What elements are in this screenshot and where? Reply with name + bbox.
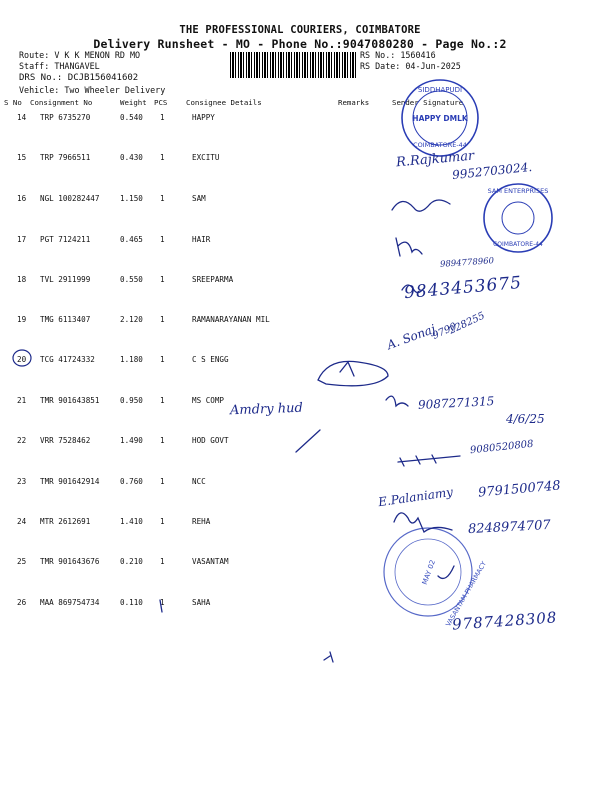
vasantam-stamp-mid: MAY 02 — [420, 558, 438, 586]
sam-stamp — [484, 184, 552, 252]
row-18-pcs: 1 — [160, 275, 165, 284]
hw-row23-name: E.Palaniamy — [377, 484, 454, 510]
hw-row19-name: A. Sonaj — [385, 321, 438, 353]
sig-row-20 — [318, 361, 388, 385]
row-26-consignment: MAA 869754734 — [40, 598, 100, 607]
strike-row-22 — [398, 455, 460, 466]
row-18-consignment: TVL 2911999 — [40, 275, 91, 284]
row-21-weight: 0.950 — [120, 396, 143, 405]
sig-row-21 — [386, 396, 408, 406]
hw-row21-date: 4/6/25 — [506, 412, 545, 426]
row-17-weight: 0.465 — [120, 235, 143, 244]
vasantam-stamp — [384, 528, 472, 616]
rs-date-line — [360, 61, 461, 71]
barcode — [230, 52, 356, 78]
row-20-weight: 1.180 — [120, 355, 143, 364]
runsheet-title: Delivery Runsheet - MO - Phone No.:9047080280 - Page No.:2 — [93, 37, 507, 51]
row-25-consignment: TMR 901643676 — [40, 557, 100, 566]
row-18-sno: 18 — [17, 275, 27, 284]
row-22-consignee: HOD GOVT — [192, 436, 229, 445]
row-19-consignee: RAMANARAYANAN MIL — [192, 315, 270, 324]
row-22-consignment: VRR 7528462 — [40, 436, 91, 445]
row-17-consignee: HAIR — [192, 235, 211, 244]
happy-stamp — [402, 80, 478, 156]
row-15-consignee: EXCITU — [192, 153, 220, 162]
row-17-consignment: PGT 7124211 — [40, 235, 91, 244]
row-19-consignment: TMG 6113407 — [40, 315, 91, 324]
row-19-sno: 19 — [17, 315, 27, 324]
row-16-consignee: SAM — [192, 194, 206, 203]
sig-row-25 — [438, 566, 454, 578]
row-20-consignment: TCG 41724332 — [40, 355, 95, 364]
row-26-pcs: 1 — [160, 598, 165, 607]
sam-stamp-top: SAM ENTERPRISES — [487, 187, 549, 195]
row-18-weight: 0.550 — [120, 275, 143, 284]
company-name: THE PROFESSIONAL COURIERS, COIMBATORE — [179, 24, 421, 36]
rs-date-value: 04-Jun-2025 — [405, 61, 461, 71]
row-24-sno: 24 — [17, 517, 27, 526]
row-14-pcs: 1 — [160, 113, 165, 122]
row-21-consignment: TMR 901643851 — [40, 396, 100, 405]
route-label: Route: — [19, 50, 50, 60]
staff-line — [19, 61, 100, 71]
happy-stamp-bottom: COIMBATORE-44 — [413, 141, 467, 149]
row-22-sno: 22 — [17, 436, 27, 445]
row-17-sno: 17 — [17, 235, 27, 244]
row-16-sno: 16 — [17, 194, 27, 203]
hw-row15-name: R.Rajkumar — [395, 148, 475, 171]
row-21-sno: 21 — [17, 396, 27, 405]
hw-row18-small: 9894778960 — [439, 256, 495, 270]
rs-date-label: RS Date: — [360, 61, 401, 71]
hw-row23-phone: 9791500748 — [477, 478, 562, 501]
row-19-pcs: 1 — [160, 315, 165, 324]
row-25-weight: 0.210 — [120, 557, 143, 566]
row-15-pcs: 1 — [160, 153, 165, 162]
col-weight: Weight — [120, 98, 147, 107]
row-23-consignee: NCC — [192, 477, 206, 486]
row-24-consignee: REHA — [192, 517, 211, 526]
hw-row22-phone: 9080520808 — [469, 438, 535, 457]
sig-row-17 — [396, 238, 422, 256]
col-consignment: Consignment No — [30, 98, 93, 107]
hw-row24-phone: 8248974707 — [467, 517, 552, 538]
happy-stamp-mid: HAPPY DMLK — [412, 114, 468, 123]
hw-row26-phone: 9787428308 — [451, 608, 558, 634]
row-25-sno: 25 — [17, 557, 27, 566]
drs-line — [19, 73, 138, 83]
hw-row21-text: Amdry hud — [229, 400, 304, 419]
happy-stamp-top: SIDDHAPUDI — [417, 86, 463, 94]
row-14-consignment: TRP 6735270 — [40, 113, 91, 122]
row-20-pcs: 1 — [160, 355, 165, 364]
hw-row19-num1: 9790 — [430, 321, 459, 342]
staff-value: THANGAVEL — [54, 61, 100, 71]
row-14-sno: 14 — [17, 113, 27, 122]
sam-stamp-bottom: COIMBATORE-44 — [493, 241, 543, 248]
row-26-consignee: SAHA — [192, 598, 211, 607]
col-signature: Sender Signature — [392, 98, 464, 107]
row-14-weight: 0.540 — [120, 113, 143, 122]
dot-marks — [324, 652, 333, 662]
col-sno: S No — [4, 98, 22, 107]
row-17-pcs: 1 — [160, 235, 165, 244]
col-pcs: PCS — [154, 98, 168, 107]
row-16-weight: 1.150 — [120, 194, 143, 203]
row-22-weight: 1.490 — [120, 436, 143, 445]
sig-row-24 — [394, 513, 452, 532]
row-21-consignee: MS COMP — [192, 396, 225, 405]
row-23-weight: 0.760 — [120, 477, 143, 486]
row-24-weight: 1.410 — [120, 517, 143, 526]
vehicle-line — [19, 85, 165, 95]
row-16-pcs: 1 — [160, 194, 165, 203]
row-20-sno: 20 — [17, 355, 27, 364]
route-value: V K K MENON RD MO — [54, 50, 141, 60]
staff-label: Staff: — [19, 61, 50, 71]
rs-no-line — [360, 50, 436, 60]
pen-signatures — [160, 200, 460, 662]
row-19-weight: 2.120 — [120, 315, 143, 324]
drs-value: DCJB156041602 — [67, 73, 139, 83]
row-26-weight: 0.110 — [120, 598, 143, 607]
row-21-pcs: 1 — [160, 396, 165, 405]
rs-no-value: 1560416 — [400, 50, 436, 60]
row-24-consignment: MTR 2612691 — [40, 517, 91, 526]
row-22-pcs: 1 — [160, 436, 165, 445]
row-20-consignee: C S ENGG — [192, 355, 229, 364]
drs-label: DRS No.: — [19, 73, 63, 83]
row-23-pcs: 1 — [160, 477, 165, 486]
hw-row21-phone: 9087271315 — [417, 394, 495, 412]
row-16-consignment: NGL 100282447 — [40, 194, 100, 203]
row-14-consignee: HAPPY — [192, 113, 215, 122]
route-line — [19, 50, 140, 60]
col-consignee: Consignee Details — [186, 98, 262, 107]
row-18-consignee: SREEPARMA — [192, 275, 234, 284]
row-25-pcs: 1 — [160, 557, 165, 566]
row-23-consignment: TMR 901642914 — [40, 477, 100, 486]
sig-row-16 — [392, 200, 450, 211]
row-23-sno: 23 — [17, 477, 27, 486]
row-25-consignee: VASANTAM — [192, 557, 229, 566]
row-24-pcs: 1 — [160, 517, 165, 526]
row-15-sno: 15 — [17, 153, 27, 162]
hw-row18-phone: 9843453675 — [403, 272, 523, 304]
row-15-weight: 0.430 — [120, 153, 143, 162]
row-26-sno: 26 — [17, 598, 27, 607]
mark-row-22 — [296, 430, 320, 452]
rs-no-label: RS No.: — [360, 50, 396, 60]
hw-row19-num2: 228255 — [447, 310, 487, 337]
row-15-consignment: TRP 7966511 — [40, 153, 91, 162]
vehicle-value: Two Wheeler Delivery — [64, 85, 166, 95]
vasantam-stamp-arc: VASANTAM PHARMACY — [444, 560, 489, 628]
col-remarks: Remarks — [338, 98, 370, 107]
hw-row15-phone: 9952703024. — [451, 159, 533, 183]
vehicle-label: Vehicle: — [19, 85, 60, 95]
